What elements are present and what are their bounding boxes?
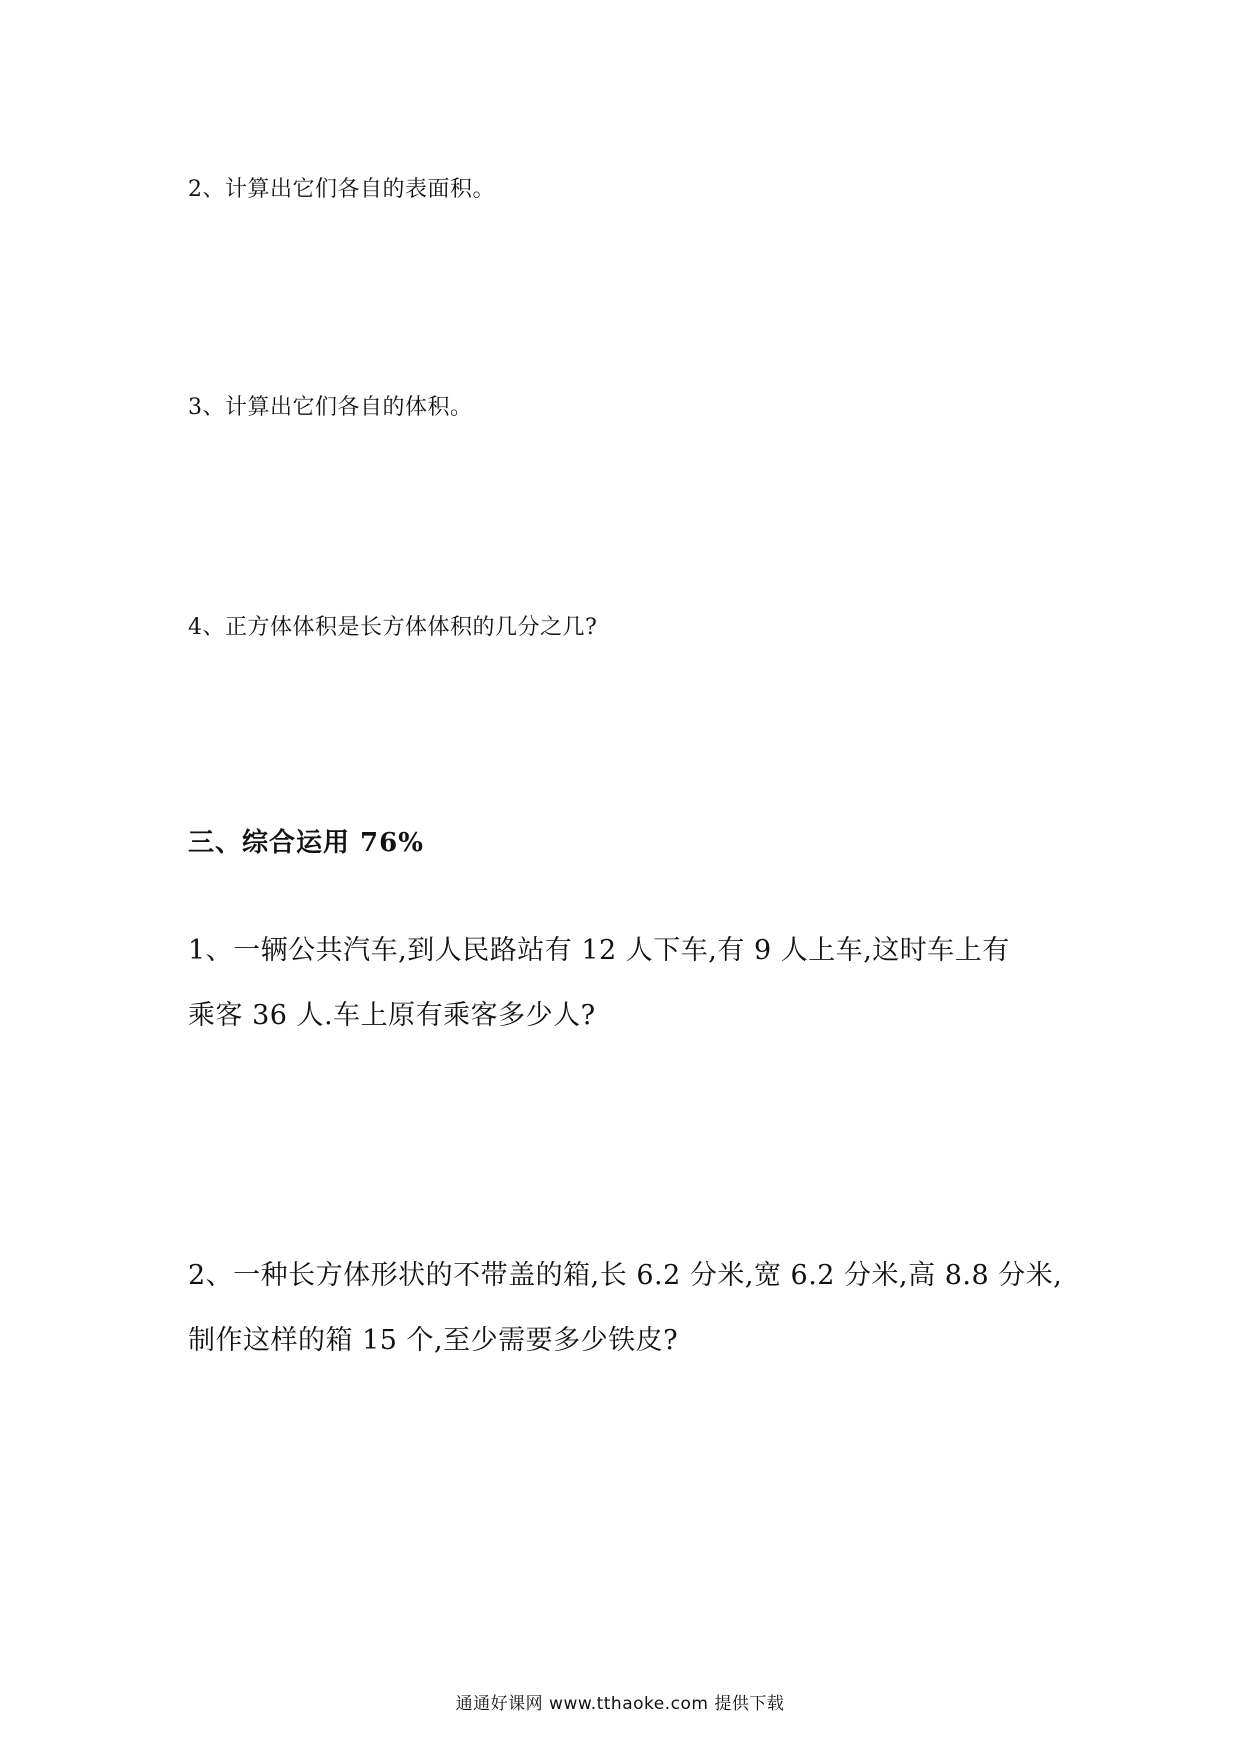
problem-2-line-1: 2、一种长方体形状的不带盖的箱,长 6.2 分米,宽 6.2 分米,高 8.8 分米, [188, 1260, 1063, 1291]
question-2-surface-area: 2、计算出它们各自的表面积。 [188, 177, 495, 202]
section-heading: 三、综合运用 76% [188, 828, 424, 858]
question-4-volume-ratio: 4、正方体体积是长方体体积的几分之几? [188, 615, 598, 640]
problem-1-line-1: 1、一辆公共汽车,到人民路站有 12 人下车,有 9 人上车,这时车上有 [188, 935, 1010, 966]
question-3-volume: 3、计算出它们各自的体积。 [188, 395, 473, 420]
problem-2-line-2: 制作这样的箱 15 个,至少需要多少铁皮? [188, 1325, 679, 1356]
problem-1-line-2: 乘客 36 人.车上原有乘客多少人? [188, 1000, 596, 1031]
page-footer: 通通好课网 www.tthaoke.com 提供下载 [455, 1694, 785, 1714]
